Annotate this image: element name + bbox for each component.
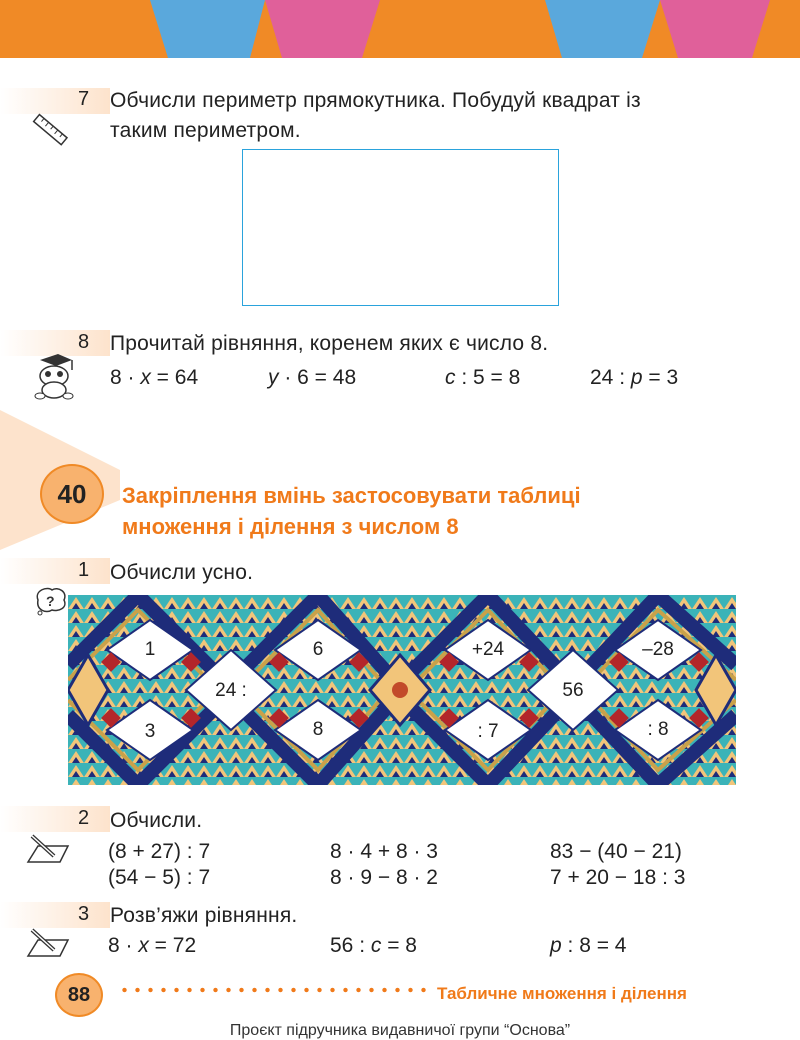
diamond-value: 8 [312,719,324,740]
task-number-tab [0,558,110,584]
task-7-line-1: Обчисли периметр прямокутника. Побудуй квадрат із [110,89,641,112]
equation: p : 8 = 4 [550,934,627,957]
task-number-tab [0,806,110,832]
task-7-line-2: таким периметром. [110,119,301,142]
page-number: 88 [55,973,103,1017]
ornament-panel [68,595,736,785]
task-number: 3 [78,903,90,925]
lesson-number: 40 [40,464,104,524]
task-8-text: Прочитай рівняння, коренем яких є число 8. [110,332,549,355]
task-number: 2 [78,807,90,829]
section-title: Табличне множення і ділення [437,984,687,1003]
equation: y · 6 = 48 [268,366,357,389]
diamond-value: 1 [144,639,156,660]
owl-frog-icon [28,352,78,402]
diamond-value: 3 [144,721,156,742]
lesson-title [122,480,581,542]
expression: 7 + 20 − 18 : 3 [550,866,686,889]
rectangle-figure [242,149,559,306]
equation: 24 : p = 3 [590,366,679,389]
diamond-value: 6 [312,639,324,660]
equation: 8 · x = 72 [108,934,197,957]
diamond-value: +24 [471,639,505,660]
task-7-text [110,86,641,146]
expression: 8 · 9 − 8 · 2 [330,866,438,889]
expression: 8 · 4 + 8 · 3 [330,840,438,863]
top-decorative-band [0,0,800,58]
expression: (54 − 5) : 7 [108,866,211,889]
task-number: 7 [78,88,90,110]
task-number: 8 [78,331,90,353]
ruler-icon [30,110,70,150]
dotted-leader [118,986,430,994]
pencil-book-icon [24,832,74,868]
diamond-value: –28 [642,639,674,660]
question-bubble-icon [30,584,70,618]
task-1-text: Обчисли усно. [110,561,254,584]
lesson-title-line-1: Закріплення вмінь застосовувати таблиці [122,483,581,508]
task-3-text: Розв’яжи рівняння. [110,904,298,927]
diamond-value: 56 [562,680,584,701]
task-number-tab [0,902,110,928]
expression: (8 + 27) : 7 [108,840,211,863]
task-2-text: Обчисли. [110,809,203,832]
diamond-value: : 7 [477,721,499,742]
pencil-book-icon [24,926,74,962]
equation: 56 : c = 8 [330,934,417,957]
lesson-title-line-2: множення і ділення з числом 8 [122,514,459,539]
task-number: 1 [78,559,90,581]
equation: c : 5 = 8 [445,366,521,389]
diamond-value: : 8 [647,719,669,740]
svg-text:?: ? [46,593,55,609]
expression: 83 − (40 − 21) [550,840,682,863]
equation: 8 · x = 64 [110,366,199,389]
publisher-line: Проєкт підручника видавничої групи “Основа” [229,1022,571,1039]
diamond-value: 24 : [215,680,247,701]
